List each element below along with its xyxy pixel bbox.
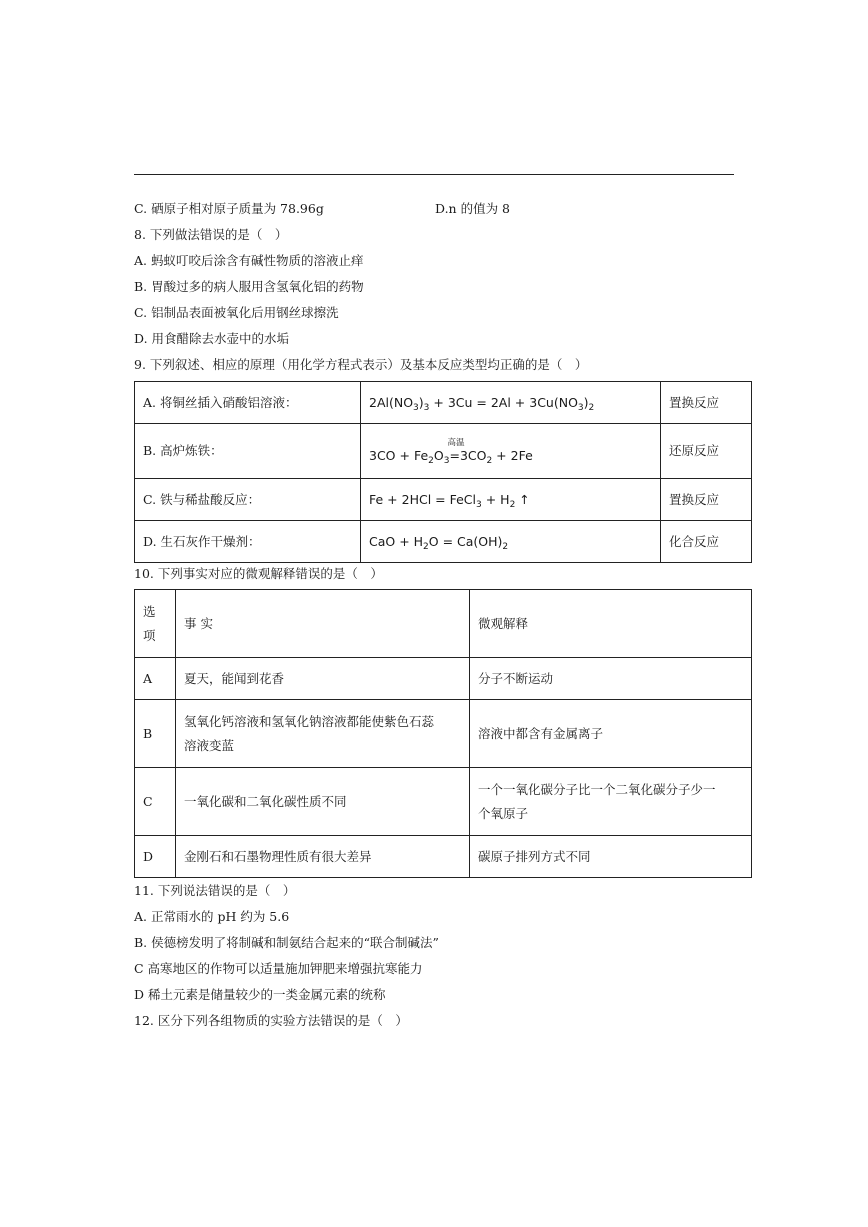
q10-fact-c: 一氧化碳和二氧化碳性质不同 — [176, 768, 470, 836]
q9-table — [134, 381, 752, 563]
q9-desc-c: C. 铁与稀盐酸反应： — [135, 479, 361, 521]
q10-row-a — [135, 658, 752, 700]
q10-explain-d: 碳原子排列方式不同 — [470, 836, 752, 878]
q9-desc-a: A. 将铜丝插入硝酸铝溶液： — [135, 382, 361, 424]
q9-type-d: 化合反应 — [661, 521, 752, 563]
q10-fact-b: 氢氧化钙溶液和氢氧化钠溶液都能使紫色石蕊 溶液变蓝 — [176, 700, 470, 768]
q11-option-a: A. 正常雨水的 pH 约为 5.6 — [134, 909, 290, 924]
q7-option-c: C. 硒原子相对原子质量为 78.96g — [134, 201, 324, 216]
q10-header-option: 选 项 — [135, 590, 176, 658]
q11-option-b: B. 侯德榜发明了将制碱和制氨结合起来的“联合制碱法” — [134, 935, 439, 950]
q9-desc-b: B. 高炉炼铁： — [135, 424, 361, 479]
q11-option-c: C 高寒地区的作物可以适量施加钾肥来增强抗寒能力 — [134, 961, 423, 976]
q10-row-c — [135, 768, 752, 836]
q9-equation-d: CaO + $H_2O = Ca(OH)_2$ — [361, 521, 661, 563]
q9-equation-a: $2Al(NO_3)_3 + 3Cu = 2Al + 3Cu(NO_3)_2$ — [361, 382, 661, 424]
q10-explain-a: 分子不断运动 — [470, 658, 752, 700]
q10-fact-a: 夏天，能闻到花香 — [176, 658, 470, 700]
q8-option-b: B. 胃酸过多的病人服用含氢氧化铝的药物 — [134, 279, 364, 294]
q8-option-c: C. 铝制品表面被氧化后用钢丝球擦洗 — [134, 305, 339, 320]
q9-row-c — [135, 479, 752, 521]
q9-row-d — [135, 521, 752, 563]
q10-header-explain: 微观解释 — [470, 590, 752, 658]
q11-stem: 11. 下列说法错误的是（ ） — [134, 883, 296, 898]
q9-condition-b: 高温 — [447, 438, 465, 448]
q10-fact-d: 金刚石和石墨物理性质有很大差异 — [176, 836, 470, 878]
q9-row-a — [135, 382, 752, 424]
q9-row-b — [135, 424, 752, 479]
q10-header-row — [135, 590, 752, 658]
q10-option-a: A — [135, 658, 176, 700]
q10-row-d — [135, 836, 752, 878]
q9-type-c: 置换反应 — [661, 479, 752, 521]
q10-explain-c: 一个一氧化碳分子比一个二氧化碳分子少一 个氧原子 — [470, 768, 752, 836]
q9-stem: 9. 下列叙述、相应的原理（用化学方程式表示）及基本反应类型均正确的是（ ） — [134, 357, 588, 372]
q10-explain-b: 溶液中都含有金属离子 — [470, 700, 752, 768]
q10-header-fact: 事 实 — [176, 590, 470, 658]
q8-option-d: D. 用食醋除去水壶中的水垢 — [134, 331, 290, 346]
q10-table — [134, 589, 752, 878]
q9-type-b: 还原反应 — [661, 424, 752, 479]
q10-option-c: C — [135, 768, 176, 836]
header-rule — [134, 174, 734, 175]
q12-stem: 12. 区分下列各组物质的实验方法错误的是（ ） — [134, 1013, 408, 1028]
q9-type-a: 置换反应 — [661, 382, 752, 424]
q9-equation-b: $3CO + Fe_2O_3$ 高温 $=3CO_2 + 2Fe$ — [361, 424, 661, 479]
q10-option-b: B — [135, 700, 176, 768]
q8-stem: 8. 下列做法错误的是（ ） — [134, 227, 288, 242]
q8-option-a: A. 蚂蚁叮咬后涂含有碱性物质的溶液止痒 — [134, 253, 364, 268]
q9-equation-c: Fe + 2HCl = FeCl$_3$ + $H_2$ ↑ — [361, 479, 661, 521]
q9-desc-d: D. 生石灰作干燥剂： — [135, 521, 361, 563]
q7-option-d: D.n 的值为 8 — [435, 201, 511, 216]
q10-stem: 10. 下列事实对应的微观解释错误的是（ ） — [134, 566, 383, 581]
q10-option-d: D — [135, 836, 176, 878]
q10-row-b — [135, 700, 752, 768]
q11-option-d: D 稀土元素是储量较少的一类金属元素的统称 — [134, 987, 386, 1002]
